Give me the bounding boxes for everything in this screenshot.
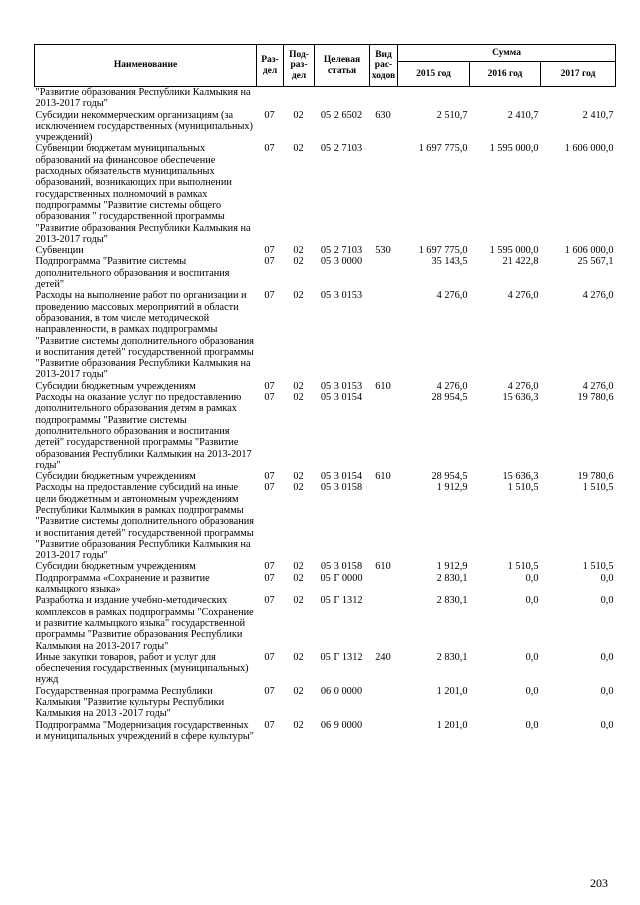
cell-target	[315, 87, 370, 110]
cell-name: Разработка и издание учебно-методических комплексов в рамках подпрограммы "Сохранение и развитие калмыцкого языка" государственной программы "Развитие образования Республики Калмыкия на 2013-2017 годы"	[35, 595, 254, 652]
header-year-2015: 2015 год	[398, 62, 470, 87]
cell-subsection: 02	[293, 561, 304, 573]
cell-2015: 1 697 775,0	[418, 143, 468, 155]
cell-2015: 1 912,9	[436, 482, 468, 494]
cell-section: 07	[264, 109, 275, 121]
cell-2015: 4 276,0	[436, 380, 468, 392]
header-section	[257, 45, 284, 87]
cell-subsection: 02	[293, 685, 304, 697]
header-subsection	[284, 45, 315, 87]
cell-section: 07	[264, 651, 275, 663]
cell-name: Субвенции	[35, 245, 84, 257]
table-row	[35, 245, 616, 256]
cell-2017: 1 510,5	[582, 561, 614, 573]
table-row	[35, 595, 616, 651]
cell-name: Субсидии бюджетным учреждениям	[35, 561, 196, 573]
cell-2017: 19 780,6	[577, 392, 614, 404]
header-expense-type-text: Вид рас- ходов	[371, 49, 396, 81]
cell-subsection: 02	[293, 595, 304, 607]
cell-target: 05 3 0158	[320, 482, 363, 494]
cell-target: 05 2 6502	[320, 109, 363, 121]
cell-expense-type: 610	[375, 471, 391, 483]
cell-name: Подпрограмма «Сохранение и развитие калмыцкого языка»	[35, 572, 210, 596]
cell-2016: 0,0	[525, 595, 539, 607]
cell-2015: 28 954,5	[431, 392, 468, 404]
cell-2015: 2 830,1	[436, 651, 468, 663]
cell-2017: 0,0	[600, 572, 614, 584]
cell-section: 07	[264, 561, 275, 573]
cell-section: 07	[264, 572, 275, 584]
cell-expense-type	[370, 392, 398, 471]
cell-expense-type	[370, 720, 398, 743]
table-body	[35, 87, 616, 743]
cell-2017: 4 276,0	[582, 290, 614, 302]
header-year-2016: 2016 год	[470, 62, 541, 87]
cell-section: 07	[264, 595, 275, 607]
table-row	[35, 392, 616, 471]
cell-section: 07	[264, 392, 275, 404]
cell-target: 05 Г 1312	[320, 651, 363, 663]
cell-section: 07	[264, 245, 275, 257]
cell-2016: 0,0	[525, 719, 539, 731]
cell-name: Государственная программа Республики Калмыкия "Развитие культуры Республики Калмыкия на 2013 -2017 годы"	[35, 685, 225, 720]
cell-subsection: 02	[293, 290, 304, 302]
table-row	[35, 652, 616, 686]
table-row	[35, 143, 616, 245]
cell-subsection: 02	[293, 109, 304, 121]
cell-2017: 1 606 000,0	[564, 143, 614, 155]
cell-target: 05 3 0153	[320, 380, 363, 392]
cell-subsection: 02	[293, 572, 304, 584]
table-row	[35, 110, 616, 144]
table-row	[35, 471, 616, 482]
table-row	[35, 686, 616, 720]
cell-subsection: 02	[293, 719, 304, 731]
table-row	[35, 290, 616, 380]
cell-2015: 2 830,1	[436, 572, 468, 584]
cell-section: 07	[264, 719, 275, 731]
cell-section: 07	[264, 685, 275, 697]
cell-2015: 1 697 775,0	[418, 245, 468, 257]
cell-2016: 1 510,5	[507, 561, 539, 573]
cell-2016: 0,0	[525, 685, 539, 697]
cell-expense-type: 630	[375, 109, 391, 121]
cell-2016: 0,0	[525, 572, 539, 584]
cell-2017: 0,0	[600, 685, 614, 697]
cell-2017	[541, 87, 616, 110]
cell-target: 05 Г 1312	[320, 595, 363, 607]
cell-2015: 1 201,0	[436, 719, 468, 731]
cell-name: Иные закупки товаров, работ и услуг для обеспечения государственных (муниципальных) нужд	[35, 651, 249, 686]
cell-target: 05 3 0000	[320, 256, 363, 268]
cell-target: 05 2 7103	[320, 245, 363, 257]
cell-expense-type	[370, 595, 398, 651]
cell-2017: 0,0	[600, 719, 614, 731]
cell-2016: 4 276,0	[507, 290, 539, 302]
cell-expense-type: 530	[375, 245, 391, 257]
table-row	[35, 482, 616, 561]
cell-2015: 28 954,5	[431, 471, 468, 483]
cell-expense-type	[370, 87, 398, 110]
cell-subsection: 02	[293, 471, 304, 483]
cell-2016: 2 410,7	[507, 109, 539, 121]
cell-section	[257, 87, 284, 110]
cell-name: Субвенции бюджетам муниципальных образований на финансовое обеспечение расходных обязательств муниципальных образований, возникающих при выполнении государственных полномочий в рамках подпрограммы "Развитие системы общего образования " государственной программы "Развитие образования Республики Калмыкия на 2013-2017 годы"	[35, 143, 251, 245]
cell-section: 07	[264, 482, 275, 494]
cell-2015: 35 143,5	[431, 256, 468, 268]
cell-target: 06 0 0000	[320, 685, 363, 697]
cell-subsection: 02	[293, 256, 304, 268]
cell-expense-type: 240	[375, 651, 391, 663]
cell-target: 05 Г 0000	[320, 572, 363, 584]
cell-2016: 1 595 000,0	[489, 143, 539, 155]
header-year-2017: 2017 год	[541, 62, 616, 87]
cell-expense-type	[370, 143, 398, 245]
cell-2016: 4 276,0	[507, 380, 539, 392]
cell-name: Субсидии некоммерческим организациям (за исключением государственных (муниципальных) учреждений)	[35, 109, 253, 144]
cell-2017: 1 606 000,0	[564, 245, 614, 257]
cell-section: 07	[264, 143, 275, 155]
cell-subsection: 02	[293, 245, 304, 257]
cell-2015: 2 830,1	[436, 595, 468, 607]
cell-2016: 15 636,3	[502, 392, 539, 404]
cell-expense-type: 610	[375, 561, 391, 573]
document-page	[34, 44, 615, 742]
cell-subsection	[284, 87, 315, 110]
header-name: Наименование	[35, 45, 257, 87]
cell-2016: 1 595 000,0	[489, 245, 539, 257]
cell-expense-type	[370, 256, 398, 290]
budget-table	[34, 44, 616, 742]
cell-2015: 2 510,7	[436, 109, 468, 121]
header-expense-type	[370, 45, 398, 87]
cell-name: Подпрограмма "Модернизация государственных и муниципальных учреждений в сфере культуры"	[35, 719, 254, 742]
cell-target: 05 3 0154	[320, 471, 363, 483]
cell-section: 07	[264, 290, 275, 302]
cell-2016: 21 422,8	[502, 256, 539, 268]
cell-name: "Развитие образования Республики Калмыкия на 2013-2017 годы"	[35, 87, 251, 110]
cell-name: Субсидии бюджетным учреждениям	[35, 380, 196, 392]
cell-2017: 0,0	[600, 595, 614, 607]
cell-name: Расходы на выполнение работ по организации и проведению массовых мероприятий в области образования, в том числе методической направленности, в рамках подпрограммы "Развитие системы дополнительного образования и воспитания детей" государственной программы "Развитие образования Республики Калмыкия на 2013-2017 годы"	[35, 290, 254, 381]
cell-2016: 15 636,3	[502, 471, 539, 483]
table-row	[35, 720, 616, 743]
cell-2016: 1 510,5	[507, 482, 539, 494]
table-row	[35, 561, 616, 572]
cell-subsection: 02	[293, 651, 304, 663]
header-target-text: Целевая статья	[323, 55, 361, 76]
cell-name: Подпрограмма "Развитие системы дополнительного образования и воспитания детей"	[35, 256, 230, 291]
cell-section: 07	[264, 380, 275, 392]
cell-target: 05 3 0153	[320, 290, 363, 302]
cell-subsection: 02	[293, 392, 304, 404]
header-subsection-text: Под- раз- дел	[289, 49, 309, 81]
table-row	[35, 87, 616, 110]
cell-expense-type	[370, 482, 398, 561]
cell-2016: 0,0	[525, 651, 539, 663]
cell-target: 05 3 0154	[320, 392, 363, 404]
cell-expense-type	[370, 290, 398, 380]
cell-name: Расходы на оказание услуг по предоставлению дополнительного образования детям в рамках подпрограммы "Развитие системы дополнительного образования и воспитания детей" государственной программы "Развитие образования Республики Калмыкия на 2013-2017 годы"	[35, 392, 252, 471]
cell-target: 05 2 7103	[320, 143, 363, 155]
table-row	[35, 256, 616, 290]
cell-section: 07	[264, 256, 275, 268]
page-number: 203	[590, 876, 608, 890]
cell-name: Расходы на предоставление субсидий на иные цели бюджетным и автономным учреждениям Республики Калмыкия в рамках подпрограммы "Развитие системы дополнительного образования и воспитания детей" государственной программы "Развитие образования Республики Калмыкия на 2013-2017 годы"	[35, 482, 254, 562]
header-target	[315, 45, 370, 87]
cell-name: Субсидии бюджетным учреждениям	[35, 471, 196, 483]
cell-subsection: 02	[293, 380, 304, 392]
cell-expense-type	[370, 686, 398, 720]
cell-2015: 1 912,9	[436, 561, 468, 573]
header-sum: Сумма	[398, 45, 616, 62]
table-row	[35, 381, 616, 392]
cell-2017: 1 510,5	[582, 482, 614, 494]
cell-2015: 1 201,0	[436, 685, 468, 697]
cell-2016	[470, 87, 541, 110]
header-section-text: Раз- дел	[261, 55, 279, 76]
cell-target: 06 9 0000	[320, 719, 363, 731]
cell-expense-type	[370, 573, 398, 596]
cell-target: 05 3 0158	[320, 561, 363, 573]
table-row	[35, 573, 616, 596]
cell-2017: 25 567,1	[577, 256, 614, 268]
cell-expense-type: 610	[375, 380, 391, 392]
cell-2017: 4 276,0	[582, 380, 614, 392]
cell-section: 07	[264, 471, 275, 483]
cell-2017: 19 780,6	[577, 471, 614, 483]
cell-subsection: 02	[293, 482, 304, 494]
cell-2017: 0,0	[600, 651, 614, 663]
cell-2015	[398, 87, 470, 110]
cell-2015: 4 276,0	[436, 290, 468, 302]
cell-subsection: 02	[293, 143, 304, 155]
table-header	[35, 45, 616, 87]
cell-2017: 2 410,7	[582, 109, 614, 121]
